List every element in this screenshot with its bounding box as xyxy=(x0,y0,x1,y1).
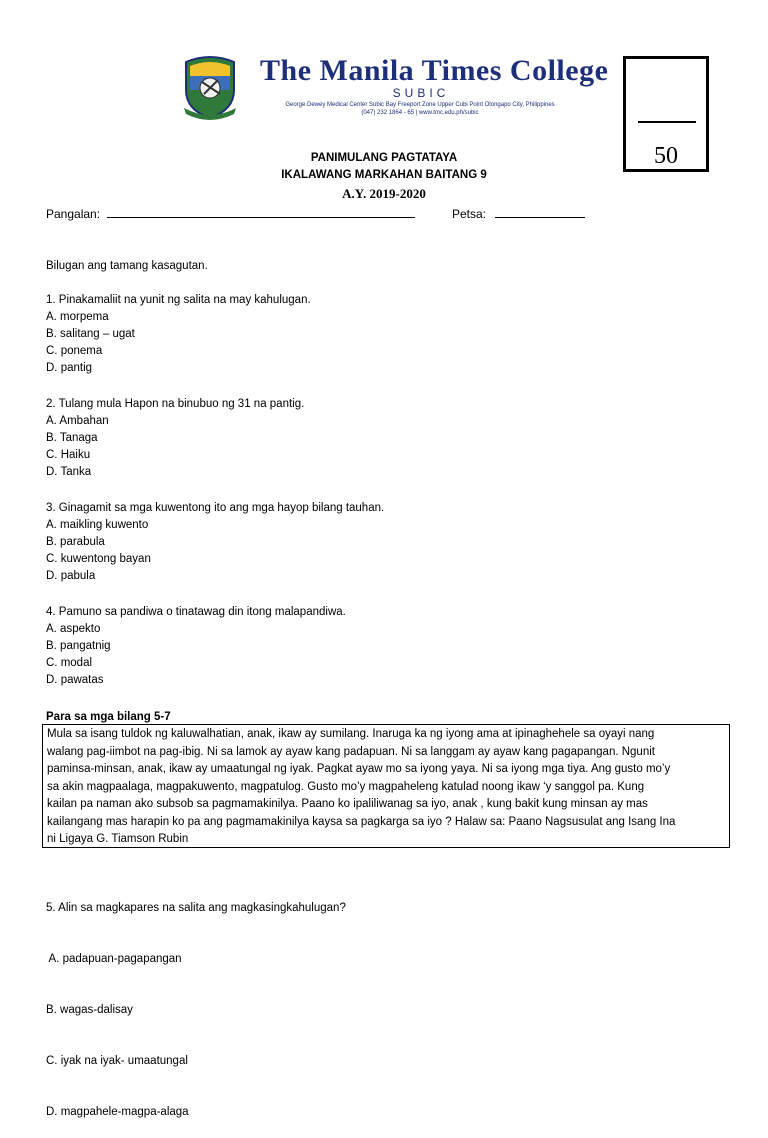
choice-b[interactable]: B. wagas-dalisay xyxy=(46,1004,133,1016)
name-blank-line[interactable] xyxy=(107,205,415,218)
name-field xyxy=(46,205,415,221)
choice-d[interactable]: D. pawatas xyxy=(46,674,104,686)
passage-line: sa akin magpaalaga, magpakuwento, magpatulog. Gusto mo’y magpaheleng katulad noong ikaw ‘y sanggol pa. Kung xyxy=(47,780,645,793)
choice-d[interactable]: D. pantig xyxy=(46,362,93,374)
name-label: Pangalan: xyxy=(46,207,101,221)
choice-b[interactable]: B. salitang – ugat xyxy=(46,328,135,340)
question-1 xyxy=(46,292,311,377)
question-text: 5. Alin sa magkapares na salita ang magkasingkahulugan? xyxy=(46,902,346,914)
choice-c[interactable]: C. kuwentong bayan xyxy=(46,553,151,565)
choice-a[interactable]: A. morpema xyxy=(46,311,109,323)
passage-line: paminsa-minsan, anak, ikaw ay umaatungal ng iyak. Pagkat ayaw mo sa iyong yaya. Ni sa iyong mga tiya. Ang gusto mo’y xyxy=(47,763,671,775)
question-text: 1. Pinakamaliit na yunit ng salita na may kahulugan. xyxy=(46,294,311,306)
choice-b[interactable]: B. pangatnig xyxy=(46,640,111,652)
choice-d[interactable]: D. pabula xyxy=(46,570,96,582)
score-blank-line xyxy=(638,121,696,123)
choice-d[interactable]: D. magpahele-magpa-alaga xyxy=(46,1106,189,1118)
choice-b[interactable]: B. Tanaga xyxy=(46,432,98,444)
question-2 xyxy=(46,396,304,481)
college-address xyxy=(285,101,555,117)
choice-d[interactable]: D. Tanka xyxy=(46,466,92,478)
choice-b[interactable]: B. parabula xyxy=(46,536,105,548)
passage-line: kailangang mas harapin ko pa ang pagmamakinilya kaysa sa pagkarga sa iyo ? Halaw sa: Paano Nagsusulat ang Isang Ina xyxy=(47,815,676,828)
question-5 xyxy=(46,866,346,1138)
college-name: The Manila Times College xyxy=(260,54,609,87)
address-line: George Dewey Medical Center Subic Bay Freeport Zone Upper Cubi Point Olongapo City, Philippines xyxy=(285,102,555,108)
passage-line: ni Ligaya G. Tiamson Rubin xyxy=(47,833,189,845)
college-campus: SUBIC xyxy=(392,86,450,100)
passage-line: kailan pa naman ako subsob sa pagmamakinilya. Paano ko ipaliliwanag sa iyo, anak , kung bakit kung minsan ay mas xyxy=(47,798,648,810)
college-logo-icon xyxy=(180,52,240,122)
question-3 xyxy=(46,500,384,585)
exam-title: PANIMULANG PAGTATAYA xyxy=(310,152,458,164)
choice-a[interactable]: A. maikling kuwento xyxy=(46,519,149,531)
question-text: 3. Ginagamit sa mga kuwentong ito ang mga hayop bilang tauhan. xyxy=(46,502,385,514)
exam-subtitle: IKALAWANG MARKAHAN BAITANG 9 xyxy=(281,169,487,181)
choice-c[interactable]: C. iyak na iyak- umaatungal xyxy=(46,1055,188,1067)
choice-c[interactable]: C. ponema xyxy=(46,345,103,357)
date-label: Petsa: xyxy=(452,207,487,221)
choice-c[interactable]: C. modal xyxy=(46,657,93,669)
passage-line: walang pag-iimbot na pag-ibig. Ni sa lamok ay ayaw kang padapuan. Ni sa langgam ay ayaw kang pagapangan. Ngunit xyxy=(47,745,655,758)
date-blank-line[interactable] xyxy=(495,205,585,218)
question-text: 2. Tulang mula Hapon na binubuo ng 31 na pantig. xyxy=(46,398,305,410)
passage-line: Mula sa isang tuldok ng kaluwalhatian, anak, ikaw ay sumilang. Inaruga ka ng iyong ama at ipinaghehele sa oyayi nang xyxy=(47,728,655,740)
choice-a[interactable]: A. aspekto xyxy=(46,623,101,635)
choice-c[interactable]: C. Haiku xyxy=(46,449,91,461)
passage-box xyxy=(42,724,730,848)
choice-a[interactable]: A. Ambahan xyxy=(46,415,109,427)
score-total: 50 xyxy=(654,143,678,169)
academic-year: A.Y. 2019-2020 xyxy=(342,186,426,201)
date-field xyxy=(452,205,585,221)
question-4 xyxy=(46,604,346,689)
instruction: Bilugan ang tamang kasagutan. xyxy=(46,260,208,272)
choice-a[interactable]: A. padapuan-pagapangan xyxy=(46,953,182,965)
question-text: 4. Pamuno sa pandiwa o tinatawag din itong malapandiwa. xyxy=(46,606,346,618)
contact-line: (047) 232 1864 - 65 | www.tmc.edu.ph/subic xyxy=(361,110,479,116)
passage-label: Para sa mga bilang 5-7 xyxy=(46,711,171,723)
